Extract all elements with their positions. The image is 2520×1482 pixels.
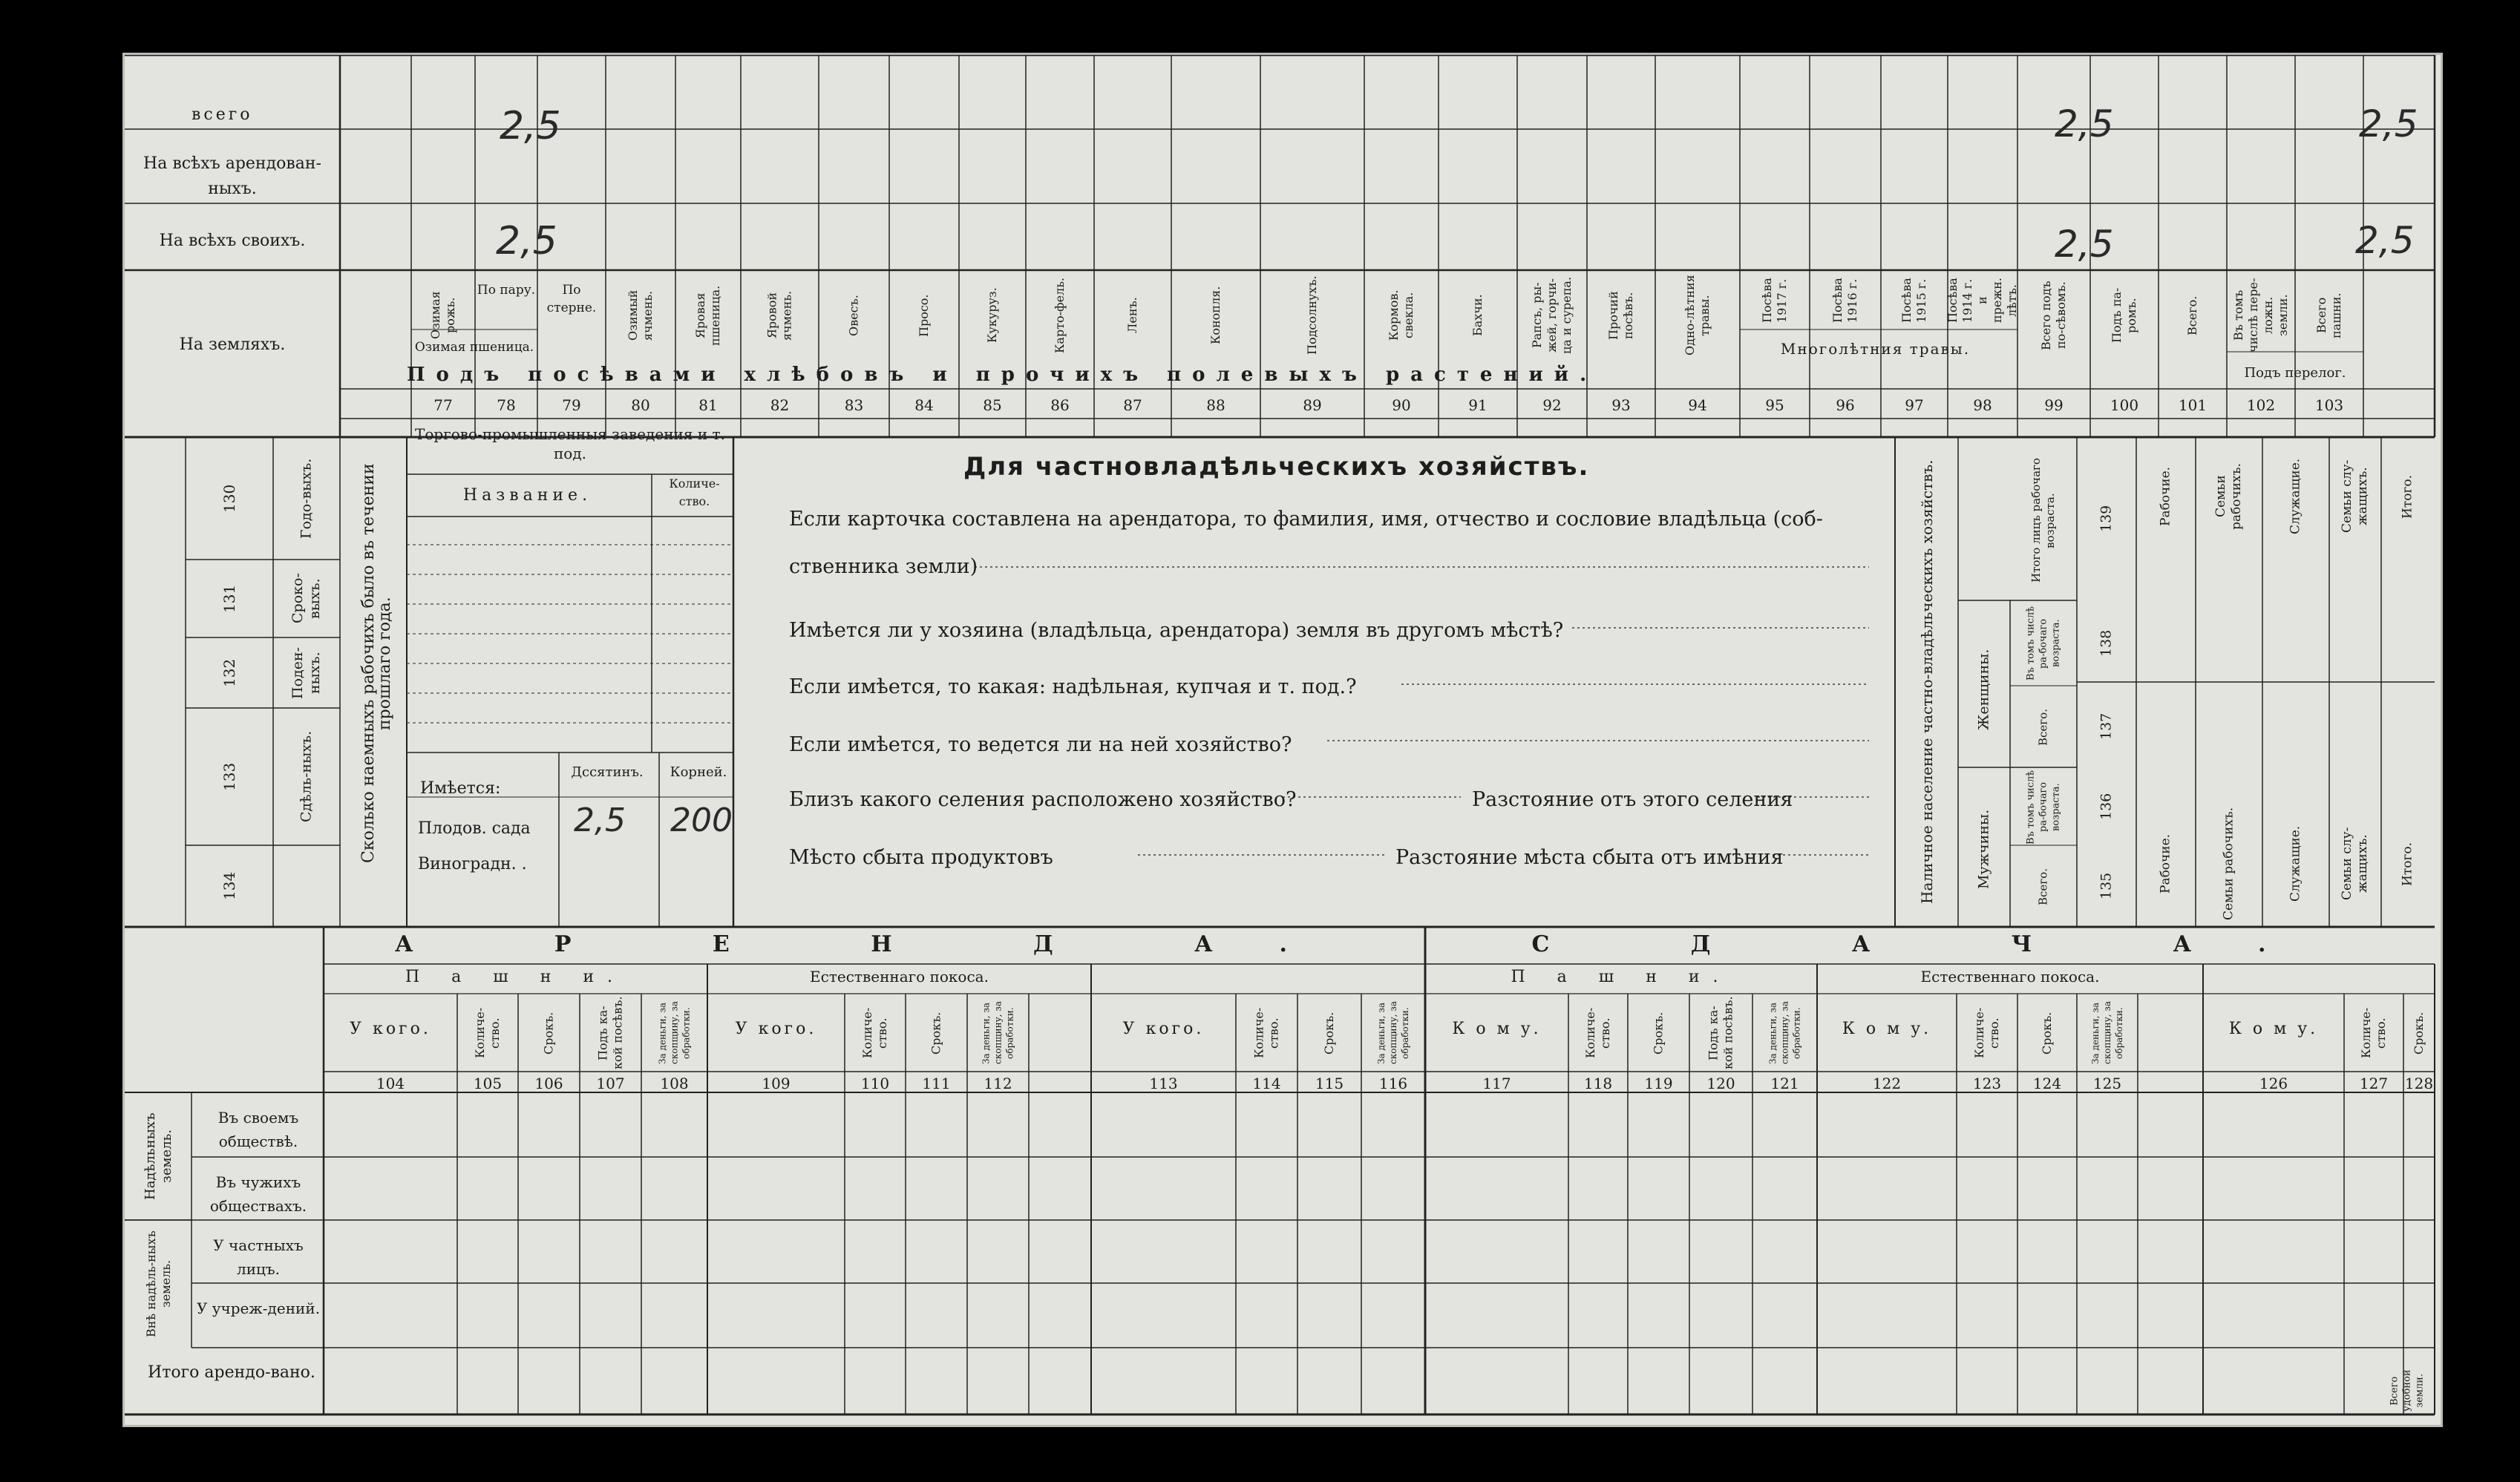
column-number: 113 <box>1149 1075 1178 1092</box>
column-number: 128 <box>2404 1075 2434 1092</box>
crop-header: Карто-фель. <box>1053 278 1067 354</box>
column-number: 98 <box>1973 396 1992 414</box>
population-title: Наличное население частно-владѣльческихъ хозяйствъ. <box>1918 459 1936 905</box>
column-number: 126 <box>2259 1075 2288 1092</box>
private-line-5: Если имѣется, то ведется ли на ней хозяйство? <box>789 733 1292 756</box>
column-header: Срокъ. <box>1651 1012 1666 1055</box>
hired-workers-title: Сколько наемныхъ рабочихъ было въ течении прошлаго года. <box>359 463 394 864</box>
group-pokos: Естественнаго покоса. <box>1920 968 2100 986</box>
population-col-lower: Итого. <box>2400 842 2415 886</box>
crop-header: Бахчи. <box>1470 294 1485 337</box>
row-label: У частныхъ лицъ. <box>213 1236 304 1278</box>
column-number: 116 <box>1378 1075 1408 1092</box>
crop-header: Всего. <box>2185 295 2199 335</box>
column-number: 97 <box>1905 396 1924 414</box>
group-pashni: П а ш н и. <box>1511 968 1732 986</box>
crop-header: Озимая рожь. <box>428 291 457 340</box>
population-col-lower: Семьи рабочихъ. <box>2221 807 2236 921</box>
crop-header: Конопля. <box>1208 286 1223 345</box>
crop-header: Кормов. свекла. <box>1387 289 1416 341</box>
ozimaya-pshenitsa-label: Озимая пшеница. <box>414 340 534 355</box>
column-number: 125 <box>2092 1075 2122 1092</box>
corner-label: Всего удобной земли. <box>2389 1369 2426 1412</box>
row-label: Въ чужихъ обществахъ. <box>209 1173 307 1215</box>
column-number: 104 <box>376 1075 405 1092</box>
crop-header: Посѣва 1914 г. и прежн. лѣтъ. <box>1945 278 2019 324</box>
column-number: 95 <box>1765 396 1784 414</box>
column-number: 79 <box>562 396 581 414</box>
crop-header: Просо. <box>917 294 931 337</box>
column-header: Количе-ство. <box>2359 1007 2388 1059</box>
garden-desyatin-label: Дссятинъ. <box>571 764 644 780</box>
crop-header: Кукуруз. <box>985 287 999 344</box>
trade-title: Торгово-промышленныя заведения и т. под. <box>415 425 725 462</box>
column-header: У кого. <box>735 1020 817 1038</box>
column-header: Срокъ. <box>541 1012 556 1055</box>
crop-header: Озимый ячмень. <box>626 289 655 341</box>
crop-header: Всего подъ по-сѣвомъ. <box>2039 281 2068 350</box>
hired-row-number: 133 <box>220 762 238 791</box>
column-header: К о м у. <box>1842 1020 1932 1038</box>
crop-header: Въ томъ числѣ пере-ложн. земли. <box>2231 278 2290 353</box>
column-number: 105 <box>473 1075 503 1092</box>
column-number: 83 <box>844 396 864 414</box>
column-header: За деньги, за скопщину, за обработки. <box>2090 1001 2124 1065</box>
crop-header: Посѣва 1917 г. <box>1760 278 1789 324</box>
crop-header: Яровой ячмень. <box>765 290 794 341</box>
hired-row-number: 134 <box>220 871 238 901</box>
population-women-total: Всего. <box>2036 709 2050 746</box>
population-itogo-rab: Итого лицъ рабочаго возраста. <box>2029 458 2057 583</box>
population-col-lower: Рабочие. <box>2158 833 2173 894</box>
column-number: 124 <box>2032 1075 2062 1092</box>
garden-sad-korney: 200 <box>670 801 733 839</box>
column-header: Количе-ство. <box>860 1007 889 1059</box>
column-number: 78 <box>497 396 516 414</box>
row-label: Въ своемъ обществѣ. <box>217 1109 299 1150</box>
column-number: 86 <box>1050 396 1070 414</box>
group-pashni: П а ш н и. <box>405 968 626 986</box>
arenda-title: А Р Е Н Д А. <box>395 931 1354 957</box>
crop-header: По стерне. <box>546 283 597 315</box>
trade-name-col: Название. <box>462 486 592 505</box>
column-header: Срокъ. <box>2412 1012 2426 1055</box>
column-number: 117 <box>1482 1075 1511 1092</box>
column-number: 107 <box>596 1075 625 1092</box>
column-header: Срокъ. <box>2040 1012 2054 1055</box>
column-number: 127 <box>2359 1075 2389 1092</box>
pod-perelog-label: Подъ перелог. <box>2244 365 2346 381</box>
hired-row-number: 132 <box>220 658 238 687</box>
total-row-label: Итого арендо-вано. <box>148 1363 315 1382</box>
row-label: У учреж-дений. <box>196 1299 321 1317</box>
population-col-lower: Служащие. <box>2288 825 2303 902</box>
column-header: За деньги, за скопщину, за обработки. <box>1767 1001 1802 1065</box>
column-number: 100 <box>2110 396 2139 414</box>
private-title: Для частновладѣльческихъ хозяйствъ. <box>963 452 1590 482</box>
crop-header: По пару. <box>477 283 536 298</box>
population-women-incl: Въ томъ числѣ ра-бочаго возраста. <box>2025 606 2062 681</box>
mnogoletnie-travy-label: Многолѣтния травы. <box>1780 340 1971 358</box>
population-col-lower: Семьи слу-жащихъ. <box>2340 827 2370 901</box>
column-number: 91 <box>1468 396 1488 414</box>
column-number: 82 <box>770 396 790 414</box>
column-number: 109 <box>762 1075 791 1092</box>
population-col-number: 139 <box>2098 505 2115 533</box>
crop-header: Подъ па-ромъ. <box>2110 287 2138 344</box>
column-header: Количе-ство. <box>473 1007 502 1059</box>
column-number: 122 <box>1872 1075 1902 1092</box>
census-card <box>125 55 2441 1425</box>
column-number: 101 <box>2178 396 2208 414</box>
column-number: 106 <box>534 1075 563 1092</box>
private-line-7b: Разстояние мѣста сбыта отъ имѣния <box>1395 846 1784 869</box>
population-col-upper: Рабочие. <box>2158 466 2173 527</box>
pod-posevami-label: Подъ посѣвами хлѣбовъ и прочихъ полевыхъ растений. <box>407 364 1598 386</box>
private-line-7: Мѣсто сбыта продуктовъ <box>789 846 1053 869</box>
crop-header: Подсолнухъ. <box>1305 275 1319 355</box>
column-number: 90 <box>1392 396 1411 414</box>
garden-sad-desyatin: 2,5 <box>574 801 626 839</box>
row-label-lands: На земляхъ. <box>179 335 286 354</box>
crop-header: Рапсъ, ры-жей, горчи-ца и сурепа. <box>1530 276 1574 355</box>
crop-header: Прочий посѣвъ. <box>1606 291 1635 340</box>
crop-header: Посѣва 1915 г. <box>1899 278 1928 324</box>
column-number: 80 <box>631 396 650 414</box>
row-group-nadel: Надѣльныхъ земель. <box>143 1112 174 1200</box>
column-number: 108 <box>660 1075 689 1092</box>
crop-header: Овесъ. <box>846 295 861 336</box>
hired-row-number: 130 <box>220 484 238 513</box>
column-number: 118 <box>1583 1075 1613 1092</box>
population-col-number: 135 <box>2098 872 2115 900</box>
population-col-upper: Итого. <box>2400 474 2415 519</box>
private-line-6: Близъ какого селения расположено хозяйство? <box>789 788 1297 811</box>
population-col-upper: Служащие. <box>2288 458 2303 535</box>
row-label-total: всего <box>192 105 253 124</box>
column-header: Количе-ство. <box>1251 1007 1281 1059</box>
population-women-label: Женщины. <box>1975 649 1992 730</box>
column-number: 99 <box>2044 396 2064 414</box>
column-number: 123 <box>1972 1075 2002 1092</box>
column-number: 115 <box>1315 1075 1344 1092</box>
hired-row-label: Сдѣль-ныхъ. <box>298 730 315 823</box>
column-number: 114 <box>1252 1075 1281 1092</box>
column-number: 85 <box>983 396 1002 414</box>
private-line-6b: Разстояние отъ этого селения <box>1472 788 1793 811</box>
column-header: Подъ ка-кой посѣвъ. <box>595 996 625 1070</box>
column-header: Количе-ство. <box>1972 1007 2001 1059</box>
crop-header: Яровая пшеница. <box>693 285 722 346</box>
column-number: 89 <box>1303 396 1322 414</box>
handwritten-total-103: 2,5 <box>2359 102 2418 145</box>
column-number: 77 <box>433 396 453 414</box>
column-number: 119 <box>1644 1075 1673 1092</box>
column-header: К о м у. <box>2228 1020 2319 1038</box>
column-number: 103 <box>2314 396 2344 414</box>
garden-has-label: Имѣется: <box>420 779 501 798</box>
crop-header: Всего пашни. <box>2314 292 2343 338</box>
column-header: Подъ ка-кой посѣвъ. <box>1706 996 1735 1070</box>
population-men-incl: Въ томъ числѣ ра-бочаго возраста. <box>2025 770 2062 845</box>
crop-header: Ленъ. <box>1125 297 1139 334</box>
row-label-own: На всѣхъ своихъ. <box>159 232 306 250</box>
private-line-2: ственника земли) <box>789 555 978 578</box>
column-header: Количе-ство. <box>1583 1007 1612 1059</box>
column-number: 120 <box>1706 1075 1735 1092</box>
row-group-vne: Внѣ надѣль-ныхъ земель. <box>144 1230 173 1337</box>
column-header: У кого. <box>350 1020 431 1038</box>
handwritten-own-99: 2,5 <box>2055 223 2114 266</box>
handwritten-total-79: 2,5 <box>500 104 561 148</box>
column-number: 84 <box>914 396 934 414</box>
column-number: 93 <box>1611 396 1631 414</box>
private-line-1: Если карточка составлена на арендатора, то фамилия, имя, отчество и сословие владѣльца (соб- <box>789 508 1823 531</box>
column-header: За деньги, за скопщину, за обработки. <box>981 1001 1015 1065</box>
population-col-number: 137 <box>2098 712 2115 741</box>
garden-sad-label: Плодов. сада <box>418 819 531 838</box>
column-header: У кого. <box>1122 1020 1205 1038</box>
column-number: 102 <box>2246 396 2276 414</box>
column-number: 112 <box>984 1075 1012 1092</box>
column-header: За деньги, за скопщину, за обработки. <box>1376 1001 1410 1065</box>
handwritten-own-79: 2,5 <box>496 219 557 263</box>
column-number: 111 <box>922 1075 951 1092</box>
column-number: 87 <box>1123 396 1142 414</box>
population-men-total: Всего. <box>2036 868 2050 905</box>
hired-row-number: 131 <box>220 584 238 613</box>
column-number: 92 <box>1542 396 1562 414</box>
population-men-label: Мужчины. <box>1975 809 1992 889</box>
column-number: 81 <box>698 396 718 414</box>
population-col-upper: Семьи слу-жащихъ. <box>2340 459 2370 534</box>
column-number: 94 <box>1688 396 1707 414</box>
hired-row-label: Годо-выхъ. <box>298 458 315 539</box>
population-col-upper: Семьи рабочихъ. <box>2213 463 2244 530</box>
group-pokos: Естественнаго покоса. <box>810 968 989 986</box>
trade-qty-col: Количе-ство. <box>669 476 720 508</box>
hired-row-label: Поден-ныхъ. <box>289 646 323 699</box>
column-header: Срокъ. <box>1322 1012 1336 1055</box>
population-col-number: 136 <box>2098 793 2115 820</box>
column-header: Срокъ. <box>929 1012 943 1055</box>
hired-row-label: Сроко-выхъ. <box>289 573 323 624</box>
crop-header: Посѣва 1916 г. <box>1830 278 1859 324</box>
column-header: К о м у. <box>1452 1020 1542 1038</box>
population-col-number: 138 <box>2098 629 2115 657</box>
handwritten-total-99: 2,5 <box>2055 102 2114 145</box>
column-number: 96 <box>1836 396 1855 414</box>
garden-korney-label: Корней. <box>670 764 727 780</box>
private-line-3: Имѣется ли у хозяина (владѣльца, арендатора) земля въ другомъ мѣстѣ? <box>789 619 1564 642</box>
row-label-rented: На всѣхъ арендован-ныхъ. <box>143 154 321 198</box>
column-number: 121 <box>1770 1075 1799 1092</box>
handwritten-own-103: 2,5 <box>2355 219 2415 262</box>
sdacha-title: С Д А Ч А. <box>1531 931 2333 957</box>
column-header: За деньги, за скопщину, за обработки. <box>657 1001 692 1065</box>
column-number: 110 <box>860 1075 890 1092</box>
private-line-4: Если имѣется, то какая: надѣльная, купчая и т. под.? <box>789 675 1357 698</box>
garden-vinograd-label: Виноградн. . <box>418 855 527 873</box>
crop-header: Одно-лѣтния травы. <box>1683 275 1712 356</box>
column-number: 88 <box>1206 396 1225 414</box>
